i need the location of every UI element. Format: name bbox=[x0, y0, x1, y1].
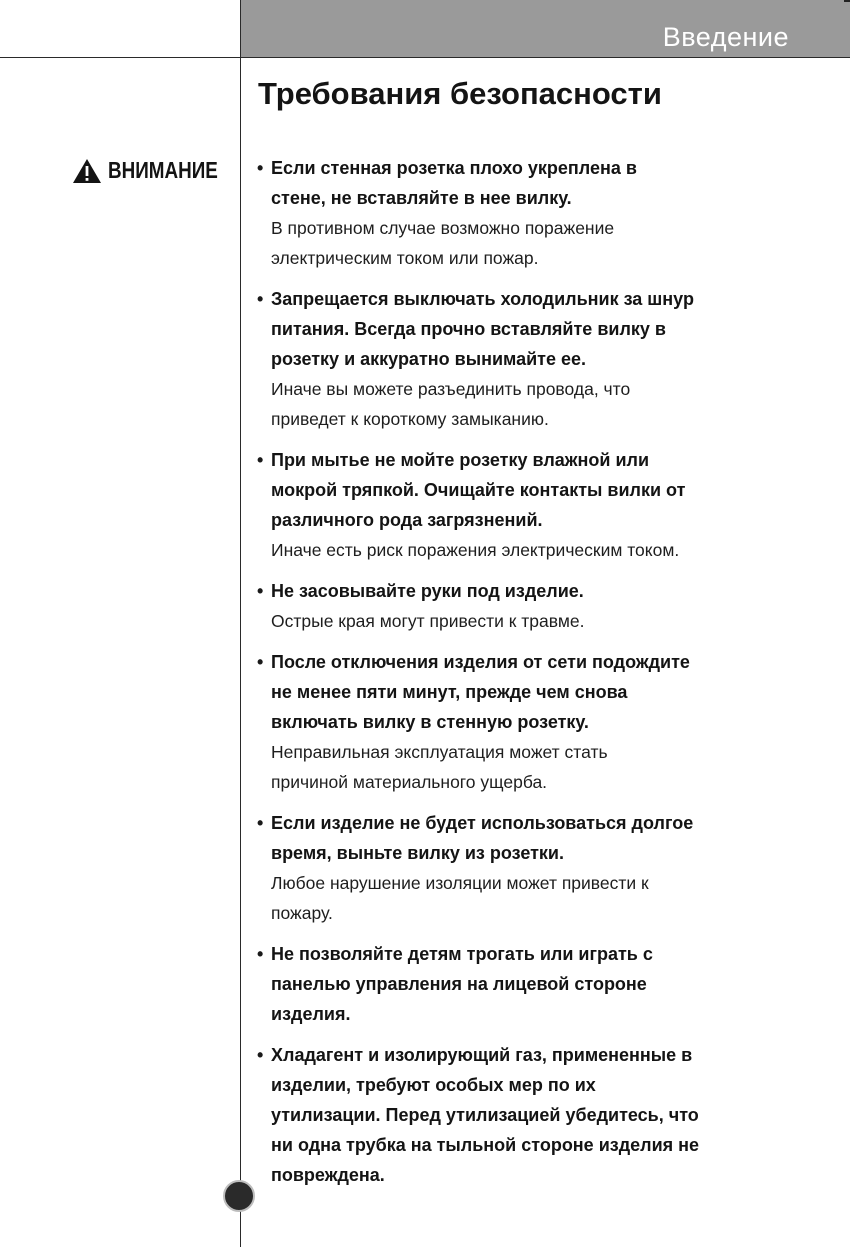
item-warning-text: Не позволяйте детям трогать или играть с bbox=[271, 944, 653, 964]
page-title: Требования безопасности bbox=[258, 76, 662, 111]
item-warning-text: Хладагент и изолирующий газ, примененные в bbox=[271, 1045, 693, 1065]
item-warning-text: розетку и аккуратно вынимайте ее. bbox=[271, 349, 587, 369]
list-item bbox=[257, 1040, 777, 1190]
item-warning-text: утилизации. Перед утилизацией убедитесь, что bbox=[271, 1105, 699, 1125]
item-warning-text: ни одна трубка на тыльной стороне изделия не bbox=[271, 1135, 700, 1155]
list-item bbox=[257, 445, 777, 565]
item-consequence-text: причиной материального ущерба. bbox=[271, 772, 548, 792]
item-consequence-text: приведет к короткому замыканию. bbox=[271, 409, 549, 429]
item-warning-text: Если стенная розетка плохо укреплена в bbox=[271, 158, 637, 178]
item-warning-text: стене, не вставляйте в нее вилку. bbox=[271, 188, 572, 208]
item-warning-text: не менее пяти минут, прежде чем снова bbox=[271, 682, 628, 702]
list-item bbox=[257, 647, 777, 797]
list-item bbox=[257, 284, 777, 434]
item-warning-text: включать вилку в стенную розетку. bbox=[271, 712, 589, 732]
bullet: • bbox=[257, 1045, 264, 1065]
caution-label: ВНИМАНИЕ bbox=[108, 157, 218, 183]
item-warning-text: повреждена. bbox=[271, 1165, 385, 1185]
item-warning-text: Не засовывайте руки под изделие. bbox=[271, 581, 584, 601]
list-item bbox=[257, 939, 777, 1029]
list-item bbox=[257, 808, 777, 928]
item-warning-text: различного рода загрязнений. bbox=[271, 510, 543, 530]
item-warning-text: После отключения изделия от сети подождите bbox=[271, 652, 690, 672]
bullet: • bbox=[257, 450, 264, 470]
item-warning-text: изделия. bbox=[271, 1004, 351, 1024]
item-consequence-text: Неправильная эксплуатация может стать bbox=[271, 742, 608, 762]
horizontal-divider bbox=[0, 57, 850, 58]
caution-block bbox=[72, 157, 242, 184]
item-warning-text: панелью управления на лицевой стороне bbox=[271, 974, 647, 994]
item-warning-text: При мытье не мойте розетку влажной или bbox=[271, 450, 650, 470]
bullet: • bbox=[257, 813, 264, 833]
bullet: • bbox=[257, 289, 264, 309]
item-warning-text: время, выньте вилку из розетки. bbox=[271, 843, 565, 863]
vertical-divider bbox=[240, 0, 241, 1247]
bullet: • bbox=[257, 581, 264, 601]
bullet: • bbox=[257, 944, 264, 964]
bullet: • bbox=[257, 158, 264, 178]
bullet: • bbox=[257, 652, 264, 672]
item-consequence-text: В противном случае возможно поражение bbox=[271, 218, 615, 238]
corner-mark bbox=[844, 0, 850, 2]
safety-items-list bbox=[257, 153, 777, 1201]
section-title: Введение bbox=[662, 22, 789, 52]
item-warning-text: питания. Всегда прочно вставляйте вилку в bbox=[271, 319, 666, 339]
item-warning-text: Если изделие не будет использоваться долгое bbox=[271, 813, 694, 833]
section-header-band bbox=[241, 0, 850, 57]
item-warning-text: изделии, требуют особых мер по их bbox=[271, 1075, 596, 1095]
list-item bbox=[257, 153, 777, 273]
item-consequence-text: пожару. bbox=[271, 903, 333, 923]
item-consequence-text: Иначе вы можете разъединить провода, что bbox=[271, 379, 631, 399]
item-warning-text: мокрой тряпкой. Очищайте контакты вилки от bbox=[271, 480, 686, 500]
item-consequence-text: Острые края могут привести к травме. bbox=[271, 611, 585, 631]
item-consequence-text: электрическим током или пожар. bbox=[271, 248, 539, 268]
item-consequence-text: Иначе есть риск поражения электрическим током. bbox=[271, 540, 680, 560]
page-marker bbox=[223, 1180, 255, 1212]
warning-triangle-icon bbox=[72, 158, 102, 184]
list-item bbox=[257, 576, 777, 636]
item-warning-text: Запрещается выключать холодильник за шнур bbox=[271, 289, 694, 309]
item-consequence-text: Любое нарушение изоляции может привести к bbox=[271, 873, 649, 893]
